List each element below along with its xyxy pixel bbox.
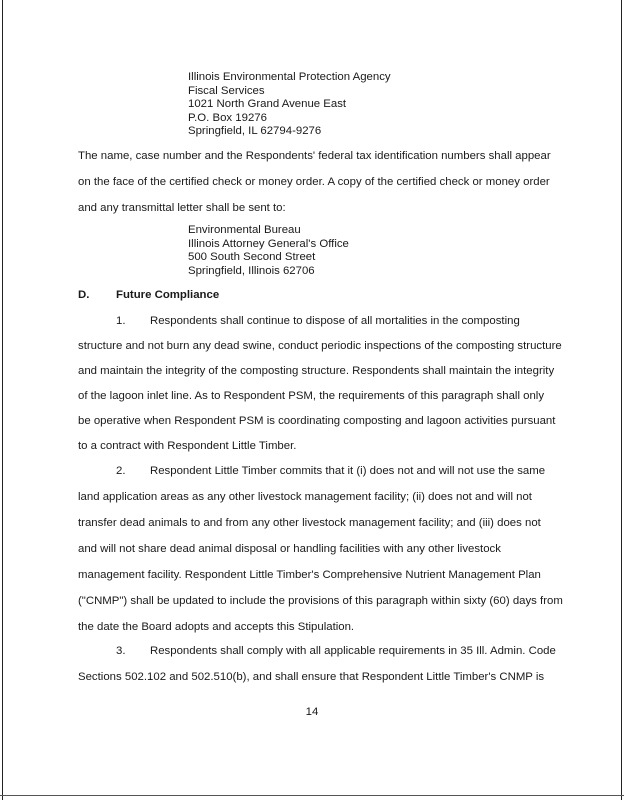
section-title: Future Compliance: [116, 289, 220, 301]
paragraph-line: The name, case number and the Respondents' federal tax identification numbers shall appear: [78, 150, 551, 162]
paragraph-line: structure and not burn any dead swine, conduct periodic inspections of the composting structure: [78, 340, 562, 352]
paragraph-line: ("CNMP") shall be updated to include the provisions of this paragraph within sixty (60) days from: [78, 595, 563, 607]
address-bureau: [188, 224, 349, 278]
paragraph-line: the date the Board adopts and accepts this Stipulation.: [78, 621, 355, 633]
paragraph-line: Respondents shall comply with all applicable requirements in 35 Ill. Admin. Code: [150, 645, 556, 657]
item-number: 3.: [116, 645, 126, 657]
paragraph-line: on the face of the certified check or money order. A copy of the certified check or money order: [78, 176, 550, 188]
address-line: Fiscal Services: [188, 84, 265, 97]
item-number: 1.: [116, 315, 126, 327]
address-line: Springfield, Illinois 62706: [188, 264, 315, 277]
paragraph-line: to a contract with Respondent Little Timber.: [78, 440, 297, 452]
address-line: P.O. Box 19276: [188, 111, 267, 124]
paragraph-line: transfer dead animals to and from any other livestock management facility; and (iii) does not: [78, 517, 541, 529]
address-line: Environmental Bureau: [188, 224, 301, 236]
address-agency: [188, 71, 391, 139]
address-line: Springfield, IL 62794-9276: [188, 125, 322, 137]
paragraph-line: be operative when Respondent PSM is coordinating composting and lagoon activities pursuant: [78, 415, 556, 427]
paragraph-line: management facility. Respondent Little Timber's Comprehensive Nutrient Management Plan: [78, 569, 541, 581]
page-number: 14: [305, 706, 319, 718]
scan-edge-right: [621, 0, 622, 800]
paragraph-line: Sections 502.102 and 502.510(b), and shall ensure that Respondent Little Timber's CNMP is: [78, 671, 545, 683]
paragraph-line: and maintain the integrity of the composting structure. Respondents shall maintain the integrity: [78, 365, 555, 377]
scan-edge-left: [2, 0, 3, 800]
address-line: 1021 North Grand Avenue East: [188, 98, 347, 110]
address-line: Illinois Environmental Protection Agency: [188, 71, 391, 83]
scan-edge-bottom: [0, 795, 624, 796]
paragraph-line: and any transmittal letter shall be sent to:: [78, 202, 286, 214]
paragraph-line: and will not share dead animal disposal or handling facilities with any other livestock: [78, 543, 501, 555]
section-number: D.: [78, 289, 90, 301]
item-number: 2.: [116, 465, 126, 477]
address-line: Illinois Attorney General's Office: [188, 237, 349, 250]
paragraph-line: land application areas as any other livestock management facility; (ii) does not and will not: [78, 491, 532, 503]
paragraph-line: Respondent Little Timber commits that it (i) does not and will not use the same: [150, 465, 546, 477]
paragraph-line: of the lagoon inlet line. As to Respondent PSM, the requirements of this paragraph shall only: [78, 390, 545, 402]
paragraph-line: Respondents shall continue to dispose of all mortalities in the composting: [150, 315, 520, 327]
address-line: 500 South Second Street: [188, 251, 316, 263]
